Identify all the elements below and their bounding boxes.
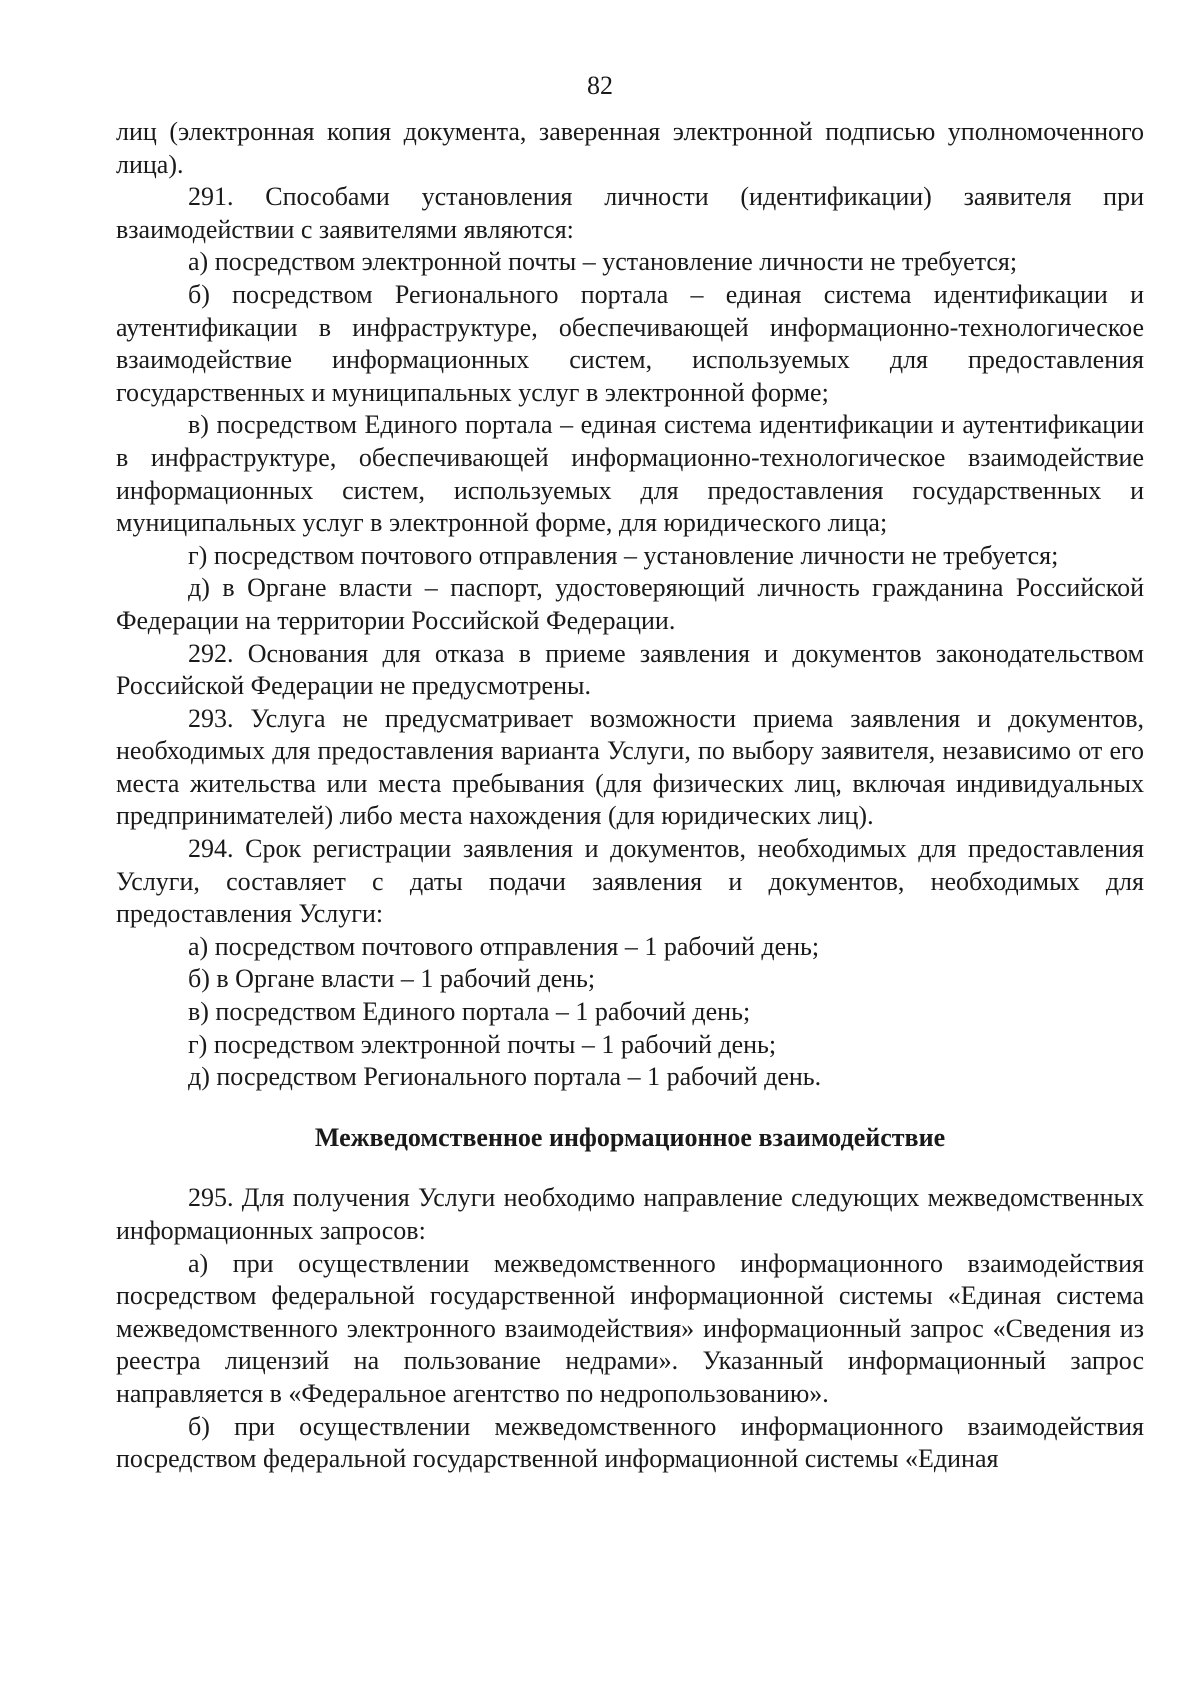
page-number: 82 [587, 71, 613, 100]
paragraph: 292. Основания для отказа в приеме заявления и документов законодательством Российской Федерации не предусмотрены. [116, 638, 1144, 701]
paragraph: 295. Для получения Услуги необходимо направление следующих межведомственных информационных запросов: [116, 1183, 1144, 1245]
paragraph: д) посредством Регионального портала – 1 рабочий день. [188, 1062, 822, 1092]
section-heading: Межведомственное информационное взаимодействие [314, 1122, 946, 1152]
paragraph: в) посредством Единого портала – 1 рабочий день; [188, 997, 751, 1027]
paragraph: а) при осуществлении межведомственного информационного взаимодействия посредством федеральной государственной информационной системы «Единая система межведомственного электронного взаимодействия» информационный запрос «Сведения из реестра лицензий на пользование недрами». Указанный информационный запрос направляется в «Федеральное агентство по недропользованию». [116, 1248, 1144, 1408]
paragraph: 293. Услуга не предусматривает возможности приема заявления и документов, необходимых для предоставления варианта Услуги, по выбору заявителя, независимо от его места жительства или места пребывания (для физических лиц, включая индивидуальных предпринимателей) либо места нахождения (для юридических лиц). [116, 703, 1144, 831]
paragraphs-after [116, 1182, 1144, 1475]
paragraph: 291. Способами установления личности (идентификации) заявителя при взаимодействии с заявителями являются: [116, 182, 1144, 244]
paragraphs-before [116, 116, 1144, 1094]
paragraph: б) посредством Регионального портала – единая система идентификации и аутентификации в инфраструктуре, обеспечивающей информационно-технологическое взаимодействие информационных систем, используемых для предоставления государственных и муниципальных услуг в электронной форме; [116, 279, 1144, 407]
paragraph: б) в Органе власти – 1 рабочий день; [188, 964, 596, 994]
paragraph: а) посредством почтового отправления – 1 рабочий день; [188, 931, 820, 961]
paragraph: а) посредством электронной почты – установление личности не требуется; [188, 247, 1018, 277]
document-body [116, 116, 1144, 1476]
paragraph: б) при осуществлении межведомственного информационного взаимодействия посредством федеральной государственной информационной системы «Единая [116, 1411, 1144, 1474]
paragraph: д) в Органе власти – паспорт, удостоверяющий личность гражданина Российской Федерации на территории Российской Федерации. [116, 573, 1144, 635]
paragraph: г) посредством электронной почты – 1 рабочий день; [188, 1029, 777, 1059]
paragraph: 294. Срок регистрации заявления и документов, необходимых для предоставления Услуги, составляет с даты подачи заявления и документов, необходимых для предоставления Услуги: [116, 834, 1144, 929]
paragraph: в) посредством Единого портала – единая система идентификации и аутентификации в инфраструктуре, обеспечивающей информационно-технологическое взаимодействие информационных систем, используемых для предоставления государственных и муниципальных услуг в электронной форме, для юридического лица; [116, 410, 1144, 538]
paragraph: лиц (электронная копия документа, заверенная электронной подписью уполномоченного лица). [116, 117, 1144, 179]
paragraph: г) посредством почтового отправления – установление личности не требуется; [188, 540, 1059, 570]
